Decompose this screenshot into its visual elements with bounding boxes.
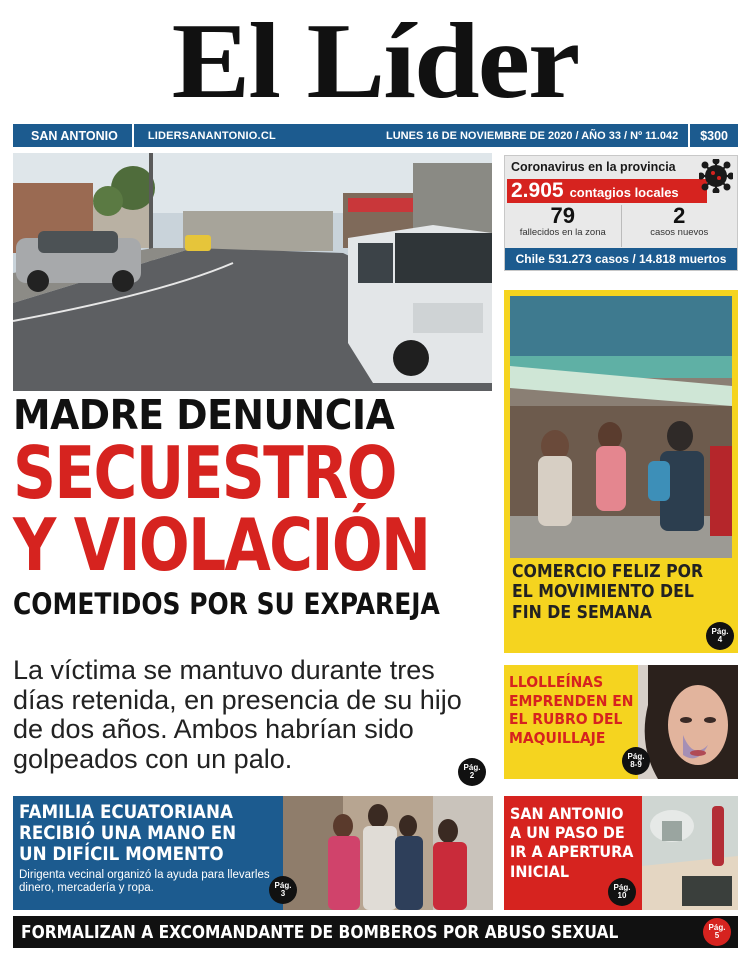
edition-city: SAN ANTONIO (13, 124, 134, 147)
page-label: Pág. (711, 626, 729, 636)
headline-line: MAQUILLAJE (509, 728, 606, 747)
fallecidos-label: fallecidos en la zona (519, 227, 606, 238)
page-number: 4 (717, 635, 723, 644)
page-label: Pág. (627, 751, 645, 761)
headline-line: EL MOVIMIENTO DEL (512, 582, 694, 603)
fallecidos-number: 79 (550, 203, 575, 228)
nuevos-label: casos nuevos (650, 227, 709, 238)
website-link[interactable]: LIDERSANANTONIO.CL (147, 129, 276, 142)
bottom-story-san-antonio-headline (510, 804, 634, 881)
issue-date: LUNES 16 DE NOVIEMBRE DE 2020 / AÑO 33 / Nº 11.042 (386, 129, 679, 142)
side-story-commerce-photo (510, 296, 732, 558)
bottom-story-family-page-badge[interactable] (269, 876, 297, 904)
bottom-story-san-antonio[interactable] (504, 796, 738, 910)
bottom-story-family[interactable] (13, 796, 493, 910)
covid-contagios (507, 179, 707, 203)
side-story-commerce[interactable] (504, 290, 738, 653)
page-label: Pág. (708, 922, 726, 932)
bottom-story-family-subtitle: Dirigenta vecinal organizó la ayuda para llevarles dinero, mercadería y ropa. (19, 868, 270, 895)
page-label: Pág. (613, 882, 631, 892)
page-number: 10 (617, 891, 627, 900)
headline-line: A UN PASO DE (510, 823, 625, 843)
covid-stat-fallecidos (505, 205, 621, 247)
covid-chile-totals: Chile 531.273 casos / 14.818 muertos (505, 248, 737, 270)
headline-line: EMPRENDEN EN (509, 691, 634, 710)
main-story-page-badge[interactable] (458, 758, 486, 786)
page-label: Pág. (274, 880, 292, 890)
side-story-commerce-page-badge[interactable] (706, 622, 734, 650)
info-bar (13, 124, 738, 147)
headline-line: UN DIFÍCIL MOMENTO (19, 842, 224, 865)
side-story-makeup[interactable] (504, 665, 738, 779)
headline-line: RECIBIÓ UNA MANO EN (19, 821, 237, 844)
virus-icon (699, 159, 733, 193)
covid-stat-nuevos (621, 205, 738, 247)
contagios-label: contagios locales (569, 185, 679, 200)
page-number: 8-9 (630, 760, 642, 769)
bottom-story-san-antonio-photo (642, 796, 738, 910)
side-story-commerce-headline (512, 562, 704, 623)
headline-line: COMERCIO FELIZ POR (512, 562, 704, 582)
footer-story-page-badge[interactable] (703, 918, 731, 946)
bottom-story-san-antonio-page-badge[interactable] (608, 878, 636, 906)
headline-line: SAN ANTONIO (510, 804, 624, 823)
footer-story[interactable] (13, 916, 738, 948)
bottom-story-family-text (19, 802, 289, 896)
headline-line: FAMILIA ECUATORIANA (19, 801, 233, 823)
side-story-makeup-page-badge[interactable] (622, 747, 650, 775)
page-number: 3 (280, 889, 286, 898)
main-headline-block (13, 391, 493, 622)
main-story-body: La víctima se mantuvo durante tres días retenida, en presencia de su hijo de dos años. Ambos habrían sido golpeados con un palo. (13, 655, 462, 775)
covid-box (504, 155, 738, 271)
headline-line: FIN DE SEMANA (512, 602, 652, 623)
newspaper-logo: El Líder (171, 0, 579, 121)
main-story-photo (13, 153, 492, 391)
headline-line: EL RUBRO DEL (509, 710, 623, 729)
side-story-makeup-photo (638, 665, 738, 779)
page-label: Pág. (463, 762, 481, 772)
covid-title: Coronavirus en la provincia (511, 160, 676, 174)
covid-stats (505, 205, 737, 247)
cover-price: $300 (688, 124, 738, 147)
headline-line-2: Y VIOLACIÓN (13, 503, 430, 588)
contagios-number: 2.905 (511, 179, 564, 202)
headline-line-1: SECUESTRO (13, 431, 396, 516)
page-number: 5 (714, 931, 720, 940)
headline-subhead: COMETIDOS POR SU EXPAREJA (13, 587, 440, 622)
bottom-story-family-photo (280, 796, 493, 910)
footer-story-headline: FORMALIZAN A EXCOMANDANTE DE BOMBEROS POR ABUSO SEXUAL (21, 921, 619, 943)
page-number: 2 (469, 771, 475, 780)
headline-line: IR A APERTURA (510, 842, 634, 862)
headline-kicker: MADRE DENUNCIA (13, 391, 395, 439)
side-story-makeup-headline (509, 673, 635, 747)
headline-line: INICIAL (510, 861, 570, 881)
headline-line: LLOLLEÍNAS (509, 673, 604, 691)
masthead (0, 0, 750, 122)
nuevos-number: 2 (673, 203, 686, 228)
